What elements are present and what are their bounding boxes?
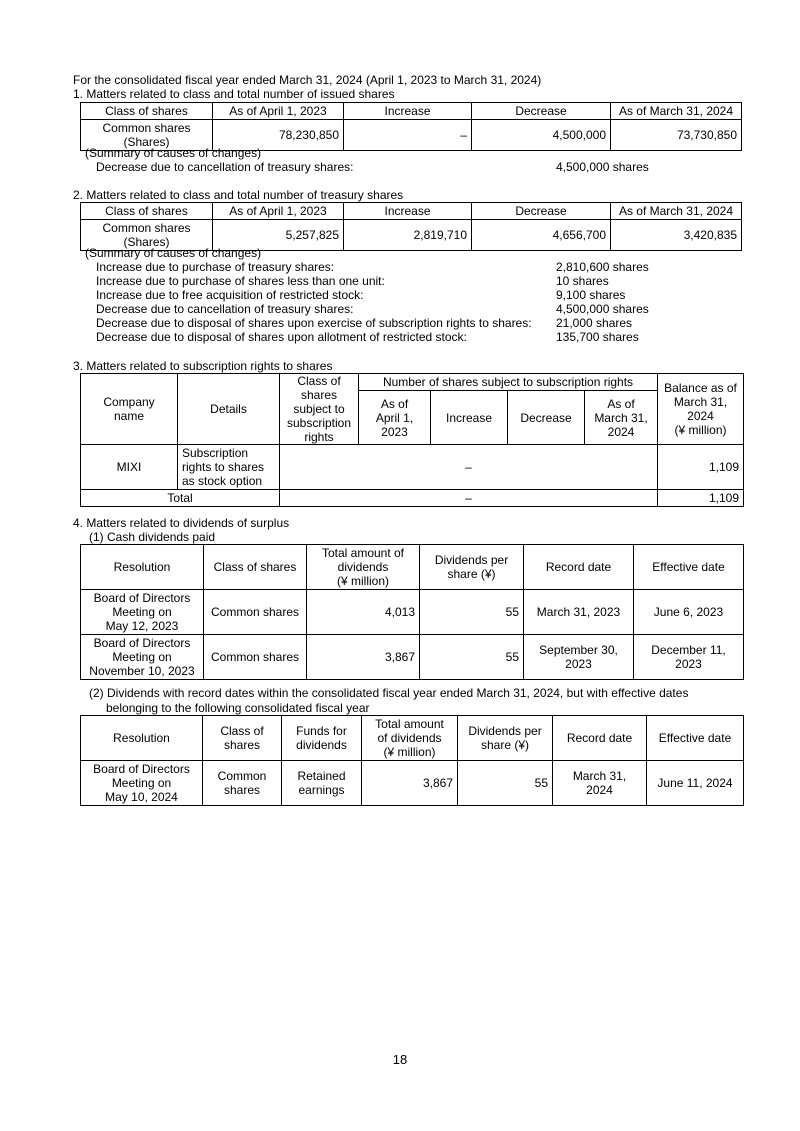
value-cell: – [344, 120, 472, 151]
details-cell: Subscription rights to shares as stock option [178, 445, 280, 490]
summary-value: 10 shares [556, 274, 609, 288]
summary-title: (Summary of causes of changes) [85, 146, 262, 160]
value-cell: 4,656,700 [472, 220, 611, 251]
class-cell: Common shares [204, 590, 307, 635]
summary-row [96, 160, 696, 174]
value-cell: 5,257,825 [213, 220, 344, 251]
summary-label: Decrease due to disposal of shares upon allotment of restricted stock: [96, 330, 467, 344]
summary-value: 4,500,000 shares [556, 160, 649, 174]
header-cell: Class of shares [203, 716, 282, 761]
amount-cell: 4,013 [307, 590, 420, 635]
header-cell: Company name [81, 374, 178, 445]
resolution-cell: Board of Directors Meeting on November 10, 2023 [81, 635, 204, 680]
subsection-1-title: (1) Cash dividends paid [89, 530, 216, 544]
summary-title: (Summary of causes of changes) [85, 246, 262, 260]
header-cell: Resolution [81, 545, 204, 590]
summary-label: Decrease due to cancellation of treasury shares: [96, 302, 354, 316]
resolution-cell: Board of Directors Meeting on May 10, 2024 [81, 761, 203, 806]
value-cell: 2,819,710 [344, 220, 472, 251]
header-cell: Class of shares subject to subscription rights [280, 374, 359, 445]
header-cell: As of March 31, 2024 [611, 203, 742, 220]
header-cell: As of April 1, 2023 [359, 391, 431, 445]
effective-date-cell: June 6, 2023 [634, 590, 744, 635]
value-cell: 78,230,850 [213, 120, 344, 151]
fiscal-year-heading: For the consolidated fiscal year ended March 31, 2024 (April 1, 2023 to March 31, 2024) [73, 73, 542, 87]
effective-date-cell: December 11, 2023 [634, 635, 744, 680]
effective-date-cell: June 11, 2024 [647, 761, 744, 806]
class-cell: Common shares [203, 761, 282, 806]
value-cell: 3,420,835 [611, 220, 742, 251]
header-cell: As of March 31, 2024 [585, 391, 658, 445]
value-cell: 73,730,850 [611, 120, 742, 151]
header-cell: Record date [553, 716, 647, 761]
header-cell: Class of shares [204, 545, 307, 590]
header-cell: Increase [344, 203, 472, 220]
balance-cell: 1,109 [658, 490, 744, 507]
summary-label: Increase due to purchase of treasury shares: [96, 260, 335, 274]
record-date-cell: March 31, 2023 [524, 590, 634, 635]
header-cell: Effective date [634, 545, 744, 590]
header-cell: As of April 1, 2023 [213, 203, 344, 220]
summary-row [96, 274, 696, 288]
balance-cell: 1,109 [658, 445, 744, 490]
total-label-cell: Total [81, 490, 280, 507]
subscription-rights-table [80, 373, 744, 507]
summary-value: 9,100 shares [556, 288, 626, 302]
header-cell: Funds for dividends [282, 716, 362, 761]
summary-label: Decrease due to disposal of shares upon exercise of subscription rights to shares: [96, 316, 532, 330]
header-cell: Dividends per share (¥) [420, 545, 524, 590]
following-year-dividends-table [80, 715, 744, 806]
header-cell: As of March 31, 2024 [611, 103, 742, 120]
header-cell: Record date [524, 545, 634, 590]
summary-value: 135,700 shares [556, 330, 639, 344]
class-cell: Common shares (Shares) [81, 120, 213, 151]
summary-value: 2,810,600 shares [556, 260, 649, 274]
class-cell: Common shares (Shares) [81, 220, 213, 251]
section-4-title: 4. Matters related to dividends of surplus [73, 516, 290, 530]
section-1-title: 1. Matters related to class and total number of issued shares [73, 87, 395, 101]
header-cell: Details [178, 374, 280, 445]
header-cell: Decrease [472, 203, 611, 220]
subsection-2-title-line-1: (2) Dividends with record dates within the consolidated fiscal year ended March 31, 2024, but with effective dates [89, 686, 689, 700]
header-cell: Class of shares [81, 203, 213, 220]
per-share-cell: 55 [420, 635, 524, 680]
header-cell: Dividends per share (¥) [458, 716, 553, 761]
section-3-title: 3. Matters related to subscription rights to shares [73, 359, 333, 373]
section-2-title: 2. Matters related to class and total number of treasury shares [73, 188, 404, 202]
dash-cell: – [280, 490, 658, 507]
header-cell: Balance as of March 31, 2024 (¥ million) [658, 374, 744, 445]
class-cell: Common shares [204, 635, 307, 680]
header-cell: Number of shares subject to subscription rights [359, 374, 658, 391]
header-cell: As of April 1, 2023 [213, 103, 344, 120]
issued-shares-table [80, 102, 742, 151]
header-cell: Decrease [508, 391, 585, 445]
header-cell: Decrease [472, 103, 611, 120]
summary-row [96, 330, 696, 344]
subsection-2-title-line-2: belonging to the following consolidated fiscal year [106, 701, 370, 715]
summary-value: 4,500,000 shares [556, 302, 649, 316]
header-cell: Resolution [81, 716, 203, 761]
dash-cell: – [280, 445, 658, 490]
value-cell: 4,500,000 [472, 120, 611, 151]
header-cell: Total amount of dividends (¥ million) [362, 716, 458, 761]
summary-row [96, 302, 696, 316]
record-date-cell: September 30, 2023 [524, 635, 634, 680]
summary-row [96, 288, 696, 302]
resolution-cell: Board of Directors Meeting on May 12, 2023 [81, 590, 204, 635]
summary-row [96, 260, 696, 274]
per-share-cell: 55 [458, 761, 553, 806]
record-date-cell: March 31, 2024 [553, 761, 647, 806]
company-cell: MIXI [81, 445, 178, 490]
treasury-shares-table [80, 202, 742, 251]
amount-cell: 3,867 [307, 635, 420, 680]
header-cell: Total amount of dividends (¥ million) [307, 545, 420, 590]
header-cell: Increase [344, 103, 472, 120]
per-share-cell: 55 [420, 590, 524, 635]
summary-label: Decrease due to cancellation of treasury shares: [96, 160, 354, 174]
header-cell: Class of shares [81, 103, 213, 120]
summary-row [96, 316, 696, 330]
header-cell: Increase [431, 391, 508, 445]
header-cell: Effective date [647, 716, 744, 761]
summary-label: Increase due to purchase of shares less than one unit: [96, 274, 385, 288]
amount-cell: 3,867 [362, 761, 458, 806]
page-number: 18 [392, 1052, 408, 1067]
summary-label: Increase due to free acquisition of restricted stock: [96, 288, 364, 302]
summary-value: 21,000 shares [556, 316, 633, 330]
cash-dividends-table [80, 544, 744, 680]
funds-cell: Retained earnings [282, 761, 362, 806]
